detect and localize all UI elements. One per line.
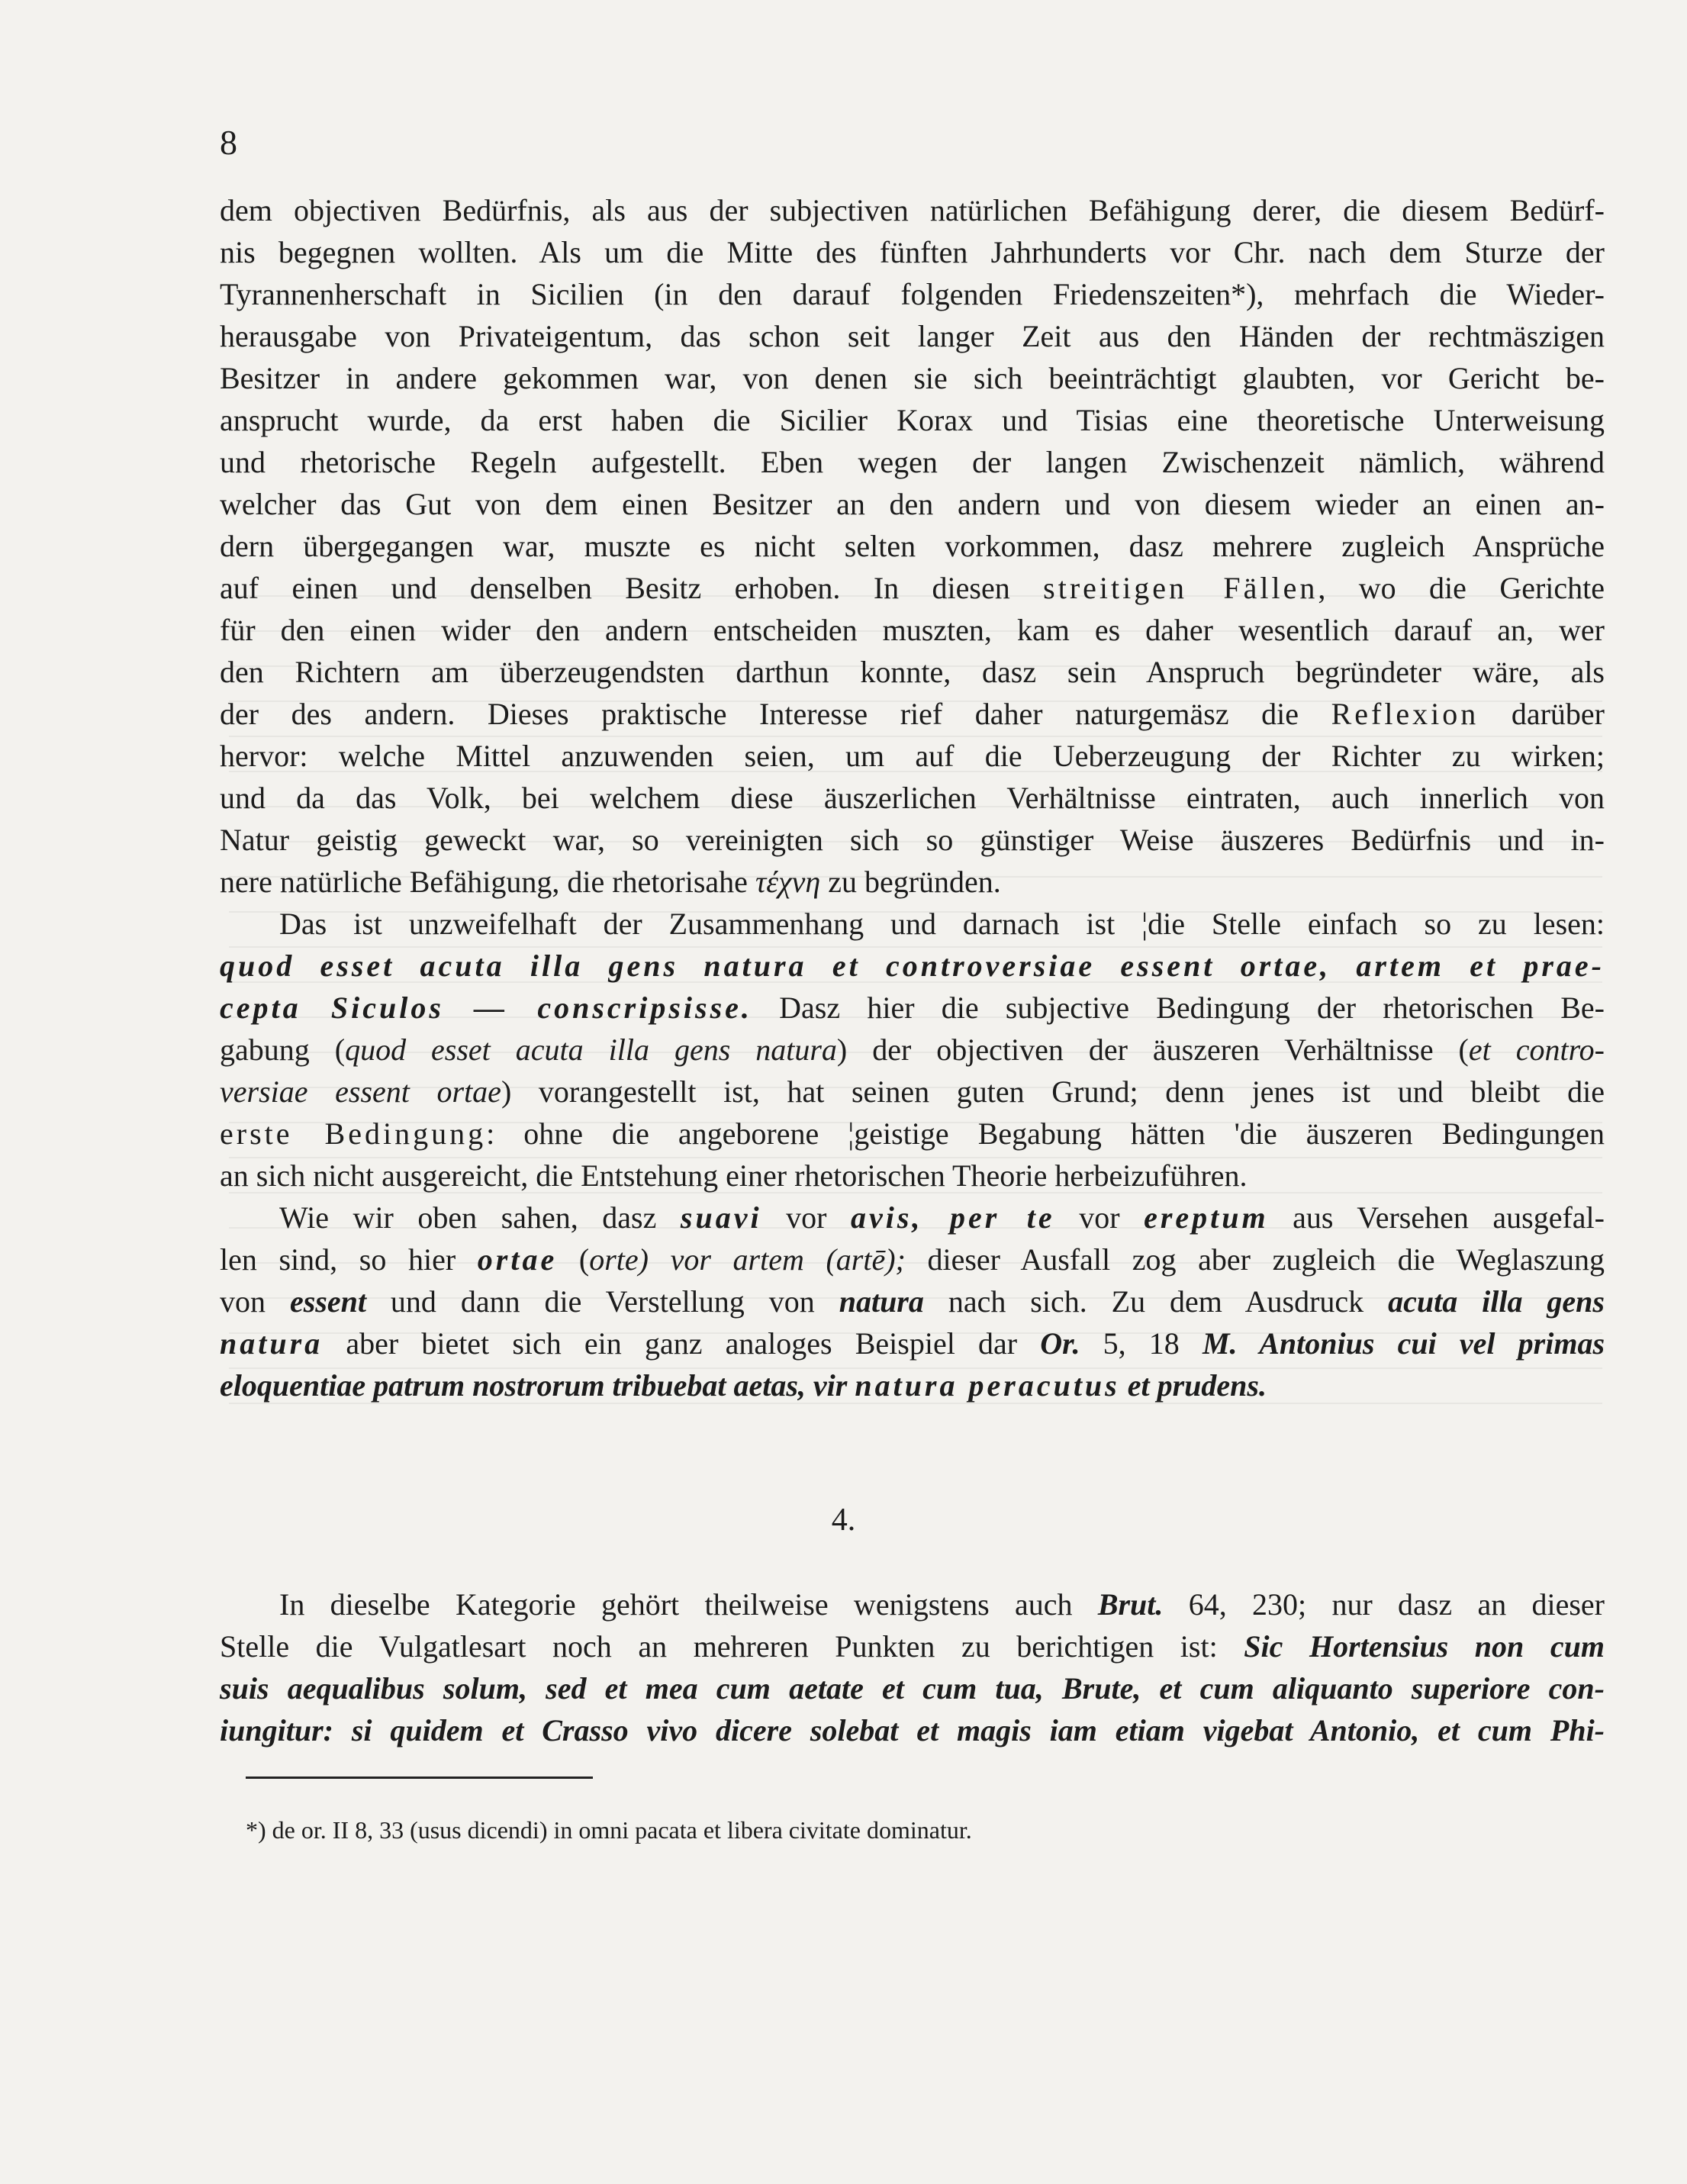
latin-word: avis, per te [850, 1200, 1055, 1235]
text-run: dieser Ausfall zog aber zugleich die Weglaszung [905, 1242, 1605, 1277]
text-line: hervor: welche Mittel anzuwenden seien, um auf die Ueberzeugung der Richter zu wirken; [220, 739, 1605, 773]
text-line: für den einen wider den andern entscheiden muszten, kam es daher wesentlich darauf an, wer [220, 613, 1605, 647]
text-line: dem objectiven Bedürfnis, als aus der subjectiven natürlichen Befähigung derer, die diesem Bedürf- [220, 193, 1605, 227]
page-number: 8 [220, 123, 237, 162]
text-run: aber bietet sich ein ganz analoges Beispiel dar [323, 1326, 1041, 1361]
text-line [220, 1583, 1605, 1625]
latin-phrase: eloquentiae patrum nostrorum tribuebat aetas, vir [220, 1368, 855, 1403]
text-run: Dasz hier die subjective Bedingung der rhetorischen Be- [752, 991, 1605, 1025]
latin-word: natura [839, 1284, 924, 1319]
text-line [220, 1709, 1605, 1751]
latin-phrase: iungitur: si quidem et Crasso vivo dicere solebat et magis iam etiam vigebat Antonio, et cum Phi- [220, 1713, 1605, 1748]
text-line [220, 1029, 1605, 1071]
text-line: und da das Volk, bei welchem diese äuszerlichen Verhältnisse eintraten, auch innerlich von [220, 781, 1605, 815]
text-line: Natur geistig geweckt war, so vereinigten sich so günstiger Weise äuszeres Bedürfnis und in- [220, 823, 1605, 857]
section-heading: 4. [831, 1503, 856, 1538]
text-line: und rhetorische Regeln aufgestellt. Eben wegen der langen Zwischenzeit nämlich, während [220, 445, 1605, 479]
text-run: Wie wir oben sahen, dasz [279, 1200, 681, 1235]
text-line [220, 1322, 1605, 1364]
text-line [220, 567, 1605, 609]
text-line [220, 987, 1605, 1029]
text-run: nach sich. Zu dem Ausdruck [923, 1284, 1389, 1319]
latin-phrase: natura peracutus [855, 1368, 1120, 1403]
footnote: *) de or. II 8, 33 (usus dicendi) in omni pacata et libera civitate dominatur. [246, 1816, 972, 1844]
text-run: von [220, 1284, 290, 1319]
text-run: 5, 18 [1080, 1326, 1202, 1361]
latin-phrase: et prudens. [1119, 1368, 1267, 1403]
latin-word: essent [289, 1284, 366, 1319]
text-run: nere natürliche Befähigung, die rhetorisahe [220, 865, 755, 899]
text-run: 64, 230; nur dasz an dieser [1163, 1587, 1605, 1622]
text-line: herausgabe von Privateigentum, das schon seit langer Zeit aus den Händen der rechtmäszigen [220, 319, 1605, 353]
latin-word: suavi [680, 1200, 762, 1235]
text-line: dern übergegangen war, muszte es nicht selten vorkommen, dasz mehrere zugleich Ansprüche [220, 529, 1605, 563]
text-line [220, 1667, 1605, 1709]
latin-phrase: versiae essent ortae [220, 1074, 501, 1109]
text-run: der des andern. Dieses praktische Interesse rief daher naturgemäsz die [220, 697, 1331, 731]
text-run: aus Versehen ausgefal- [1268, 1200, 1605, 1235]
latin-phrase: suis aequalibus solum, sed et mea cum aetate et cum tua, Brute, et cum aliquanto superiore con- [220, 1671, 1605, 1706]
latin-phrase: quod esset acuta illa gens natura [345, 1032, 837, 1067]
text-run: ) der objectiven der äuszeren Verhältnisse ( [836, 1032, 1469, 1067]
text-run: vor [761, 1200, 851, 1235]
greek-word: τέχνη [755, 865, 821, 899]
footnote-rule [246, 1777, 593, 1779]
citation: Brut. [1097, 1587, 1164, 1622]
text-line [220, 1071, 1605, 1113]
latin-phrase: orte) vor artem (artē); [589, 1242, 906, 1277]
text-line [220, 1364, 1605, 1406]
text-run: ) vorangestellt ist, hat seinen guten Grund; denn jenes ist und bleibt die [501, 1074, 1605, 1109]
text-line [220, 1113, 1605, 1155]
latin-word: ortae [477, 1242, 558, 1277]
latin-phrase: M. Antonius cui vel primas [1202, 1326, 1605, 1361]
main-text [220, 189, 1605, 1406]
text-run: , wo die Gerichte [1318, 571, 1605, 605]
latin-word: ereptum [1144, 1200, 1269, 1235]
latin-phrase: Sic Hortensius non cum [1244, 1629, 1605, 1664]
text-line: ansprucht wurde, da erst haben die Sicilier Korax und Tisias eine theoretische Unterweisung [220, 403, 1605, 437]
text-run: : ohne die angeborene ¦geistige Begabung hätten 'die äuszeren Bedingungen [486, 1116, 1605, 1151]
latin-word: natura [220, 1326, 324, 1361]
text-line: welcher das Gut von dem einen Besitzer an den andern und von diesem wieder an einen an- [220, 487, 1605, 521]
text-run: len sind, so hier [220, 1242, 478, 1277]
latin-phrase: acuta illa gens [1388, 1284, 1605, 1319]
text-line [220, 1280, 1605, 1322]
text-line: an sich nicht ausgereicht, die Entstehung einer rhetorischen Theorie herbeizuführen. [220, 1158, 1248, 1193]
latin-quote: quod esset acuta illa gens natura et controversiae essent ortae, artem et prae- [220, 949, 1605, 983]
text-line: Besitzer in andere gekommen war, von denen sie sich beeinträchtigt glaubten, vor Gericht be- [220, 361, 1605, 395]
latin-quote: cepta Siculos — conscripsisse. [220, 991, 752, 1025]
text-line: nis begegnen wollten. Als um die Mitte des fünften Jahrhunderts vor Chr. nach dem Sturze der [220, 235, 1605, 269]
latin-phrase: et contro- [1468, 1032, 1605, 1067]
spaced-text: Reflexion [1331, 697, 1479, 731]
text-line: Tyrannenherschaft in Sicilien (in den darauf folgenden Friedenszeiten*), mehrfach die Wieder- [220, 277, 1605, 311]
text-run: darüber [1479, 697, 1605, 731]
text-run: auf einen und denselben Besitz erhoben. In diesen [220, 571, 1044, 605]
text-line [220, 861, 1605, 903]
text-run: gabung ( [220, 1032, 346, 1067]
text-line: den Richtern am überzeugendsten darthun konnte, dasz sein Anspruch begründeter wäre, als [220, 655, 1605, 689]
text-run: und dann die Verstellung von [365, 1284, 839, 1319]
text-run: ( [557, 1242, 590, 1277]
text-line [220, 1239, 1605, 1280]
text-line [220, 945, 1605, 987]
text-run: Stelle die Vulgatlesart noch an mehreren Punkten zu berichtigen ist: [220, 1629, 1244, 1664]
text-line [220, 1625, 1605, 1667]
text-line [220, 1197, 1605, 1239]
text-line [220, 693, 1605, 735]
spaced-text: erste Bedingung [220, 1116, 487, 1151]
text-line: Das ist unzweifelhaft der Zusammenhang und darnach ist ¦die Stelle einfach so zu lesen: [279, 907, 1605, 941]
section-text [220, 1583, 1605, 1751]
text-run: vor [1054, 1200, 1145, 1235]
text-run: In dieselbe Kategorie gehört theilweise wenigstens auch [279, 1587, 1098, 1622]
text-run: zu begründen. [820, 865, 1001, 899]
spaced-text: streitigen Fällen [1043, 571, 1318, 605]
citation: Or. [1040, 1326, 1080, 1361]
